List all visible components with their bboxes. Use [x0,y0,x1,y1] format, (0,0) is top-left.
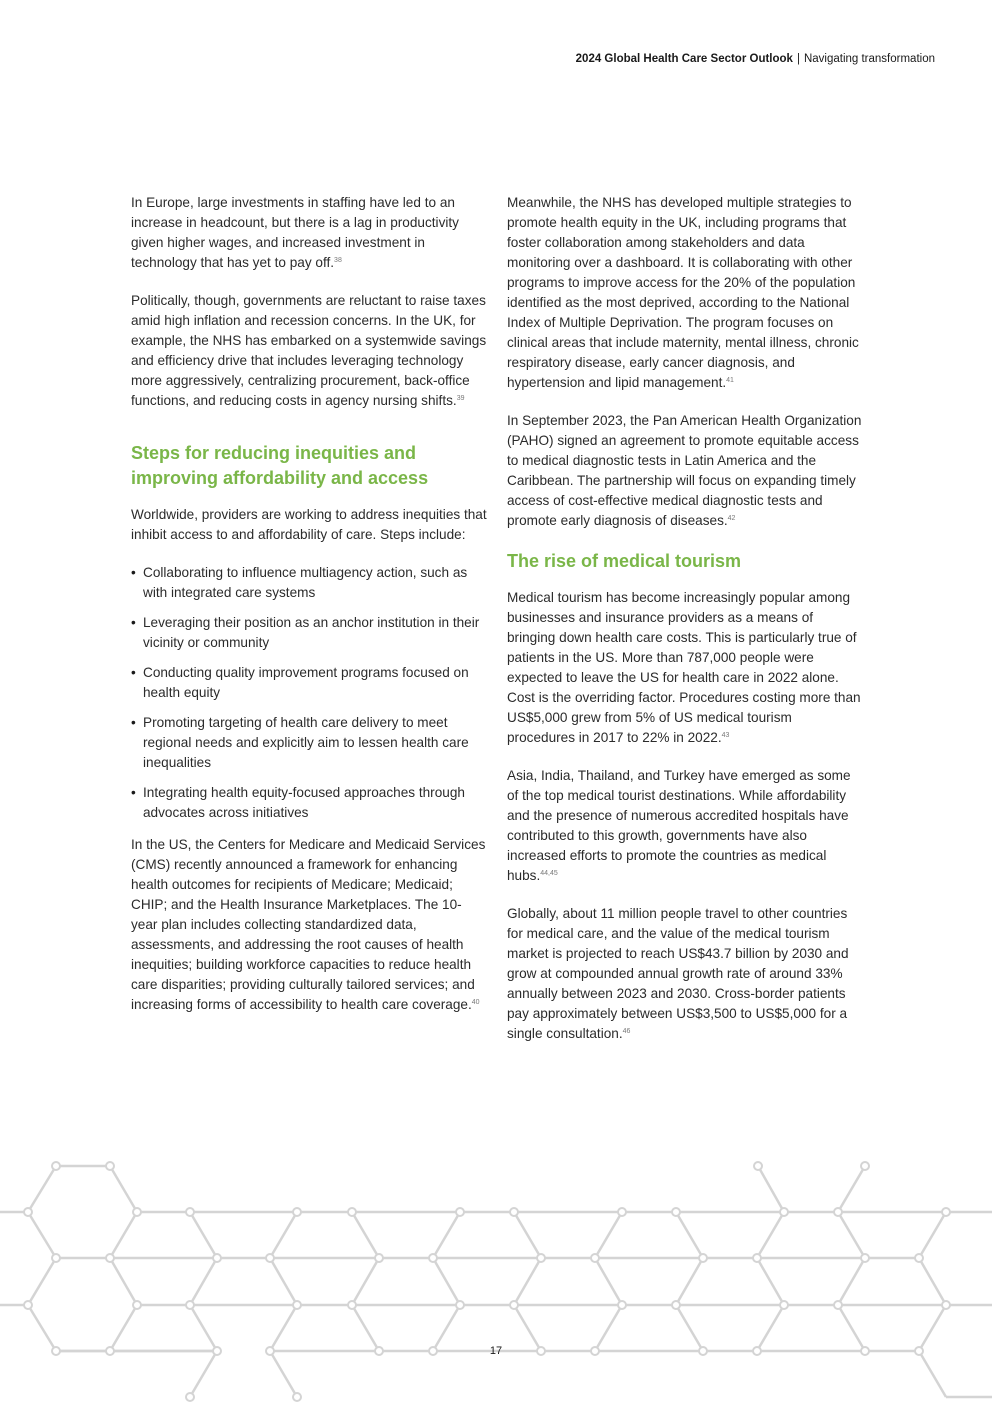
hex-node [861,1254,869,1262]
hex-node [834,1208,842,1216]
paragraph-text: Asia, India, Thailand, and Turkey have emerged as some of the top medical tourist destinations. While affordability and the presence of numerous accredited hospitals have contributed to this growth, governments have also increased efforts to promote the countries as medical hubs. [507,768,851,883]
paragraph [131,291,487,411]
paragraph-text: Globally, about 11 million people travel to other countries for medical care, and the value of the medical tourism market is projected to reach US$43.7 billion by 2030 and grow at compounded annual growth rate of around 33% annually between 2023 and 2030. Cross-border patients pay approximately between US$3,500 to US$5,000 for a single consultation. [507,906,849,1041]
hex-node [266,1254,274,1262]
hex-node [52,1254,60,1262]
hex-node [861,1162,869,1170]
hex-node [699,1254,707,1262]
paragraph [507,766,863,886]
footnote-ref: 40 [471,999,480,1006]
paragraph-text: Medical tourism has become increasingly popular among businesses and insurance providers as a means of bringing down health care costs. This is particularly true of patients in the US. More than 787,000 people were expected to leave the US for health care in 2022 alone. Cost is the overriding factor. Procedures costing more than US$5,000 grew from 5% of US medical tourism procedures in 2017 to 22% in 2022. [507,590,861,745]
hex-bond-line [110,1166,137,1212]
paragraph [507,588,863,748]
hex-node [186,1301,194,1309]
hex-node [942,1301,950,1309]
hex-node [24,1208,32,1216]
hex-bond-line [514,1258,541,1305]
hex-bond-line [595,1258,622,1305]
hex-node [133,1301,141,1309]
hex-node [106,1254,114,1262]
footnote-ref: 41 [726,377,734,384]
hex-node [348,1301,356,1309]
hex-bond-line [919,1351,946,1397]
hex-bond-line [190,1258,217,1305]
hex-node [834,1301,842,1309]
paragraph [507,193,863,393]
hex-node [618,1208,626,1216]
list-item: • Promoting targeting of health care delivery to meet regional needs and explicitly aim to lessen health care inequalities [131,713,487,773]
paragraph-text: In the US, the Centers for Medicare and Medicaid Services (CMS) recently announced a framework for enhancing health outcomes for recipients of Medicare; Medicaid; CHIP; and the Health Insurance Marketplaces. The 10-year plan includes collecting standardized data, assessments, and addressing the root causes of health inequities; building workforce capacities to reduce health care disparities; providing culturally tailored services; and increasing forms of accessibility to health care coverage. [131,837,486,1012]
hex-node [293,1208,301,1216]
paragraph [131,193,487,273]
hex-node [213,1254,221,1262]
hex-node [348,1208,356,1216]
hex-bond-line [676,1258,703,1305]
paragraph [131,835,487,1015]
footnote-ref: 38 [334,257,342,264]
list-item: • Conducting quality improvement programs focused on health equity [131,663,487,703]
hex-bond-line [758,1166,784,1212]
hex-bond-line [514,1212,541,1258]
hex-node [293,1393,301,1401]
hex-node [942,1208,950,1216]
paragraph: Worldwide, providers are working to address inequities that inhibit access to and affordability of care. Steps include: [131,507,487,542]
hex-bond-line [838,1258,865,1305]
hex-node [780,1301,788,1309]
hex-node [24,1301,32,1309]
hex-node [133,1208,141,1216]
hex-node [754,1162,762,1170]
hex-bond-line [110,1258,137,1305]
hex-node [456,1301,464,1309]
hex-bond-line [28,1258,56,1305]
hex-node [106,1162,114,1170]
hex-bond-line [270,1351,297,1397]
hex-node [375,1254,383,1262]
footnote-ref: 43 [721,732,730,739]
hex-bond-line [190,1351,217,1397]
list-item: • Leveraging their position as an anchor institution in their vicinity or community [131,613,487,653]
hex-node [537,1254,545,1262]
page-number: 17 [489,1345,503,1357]
hex-bond-line [270,1212,297,1258]
hex-node [672,1208,680,1216]
hex-bond-line [676,1212,703,1258]
section-heading-medical-tourism: The rise of medical tourism [507,551,742,571]
hex-bond-line [838,1212,865,1258]
hex-node [915,1254,923,1262]
paragraph [507,904,863,1044]
section-heading-inequities: Steps for reducing inequities and improving affordability and access [131,443,429,488]
hex-node [672,1301,680,1309]
hex-node [429,1254,437,1262]
paragraph-text: Politically, though, governments are reluctant to raise taxes amid high inflation and recession concerns. In the UK, for example, the NHS has embarked on a systemwide savings and efficiency drive that includes leveraging technology more aggressively, centralizing procurement, back-office functions, and reducing costs in agency nursing shifts. [131,293,487,408]
hex-bond-line [919,1258,946,1305]
hex-bond-line [757,1212,784,1258]
footnote-ref: 42 [727,515,736,522]
paragraph-text: Meanwhile, the NHS has developed multiple strategies to promote health equity in the UK, including programs that foster collaboration among stakeholders and data monitoring over a dashboard. It is collaborating with other programs to improve access for the 20% of the population identified as the most deprived, according to the National Index of Multiple Deprivation. The program focuses on clinical areas that include maternity, mental illness, chronic respiratory disease, early cancer diagnosis, and hypertension and lipid management. [507,195,859,390]
hex-bond-line [270,1258,297,1305]
steps-list [131,563,487,823]
running-header [576,53,935,65]
hex-bond-line [595,1212,622,1258]
hex-node [618,1301,626,1309]
hex-bond-line [838,1166,865,1212]
hex-bond-line [110,1212,137,1258]
hex-bond-line [28,1166,56,1212]
hex-bond-line [190,1212,217,1258]
hex-bond-line [352,1212,379,1258]
hex-node [510,1301,518,1309]
hex-node [293,1301,301,1309]
header-separator: | [796,53,800,65]
left-column [131,193,487,1033]
footnote-ref: 44,45 [540,870,558,877]
hex-node [186,1208,194,1216]
paragraph [507,411,863,531]
hex-bond-line [433,1258,460,1305]
hex-node [52,1162,60,1170]
hex-node [510,1208,518,1216]
hex-node [591,1254,599,1262]
right-column [507,193,863,1062]
hex-bond-line [352,1258,379,1305]
report-title: 2024 Global Health Care Sector Outlook [575,53,793,65]
paragraph-text: In September 2023, the Pan American Health Organization (PAHO) signed an agreement to promote equitable access to medical diagnostic tests in Latin America and the Caribbean. The partnership will focus on expanding timely access of cost-effective medical diagnostic tests and promote early diagnosis of diseases. [507,413,862,528]
hex-bond-line [757,1258,784,1305]
hex-node [780,1208,788,1216]
paragraph-text: In Europe, large investments in staffing have led to an increase in headcount, but there is a lag in productivity given higher wages, and increased investment in technology that has yet to pay off. [131,195,459,270]
hex-node [456,1208,464,1216]
hex-node [753,1254,761,1262]
hex-bond-line [433,1212,460,1258]
report-subtitle: Navigating transformation [803,53,935,65]
footnote-ref: 39 [456,395,465,402]
hex-bond-line [28,1212,56,1258]
footnote-ref: 46 [622,1028,631,1035]
list-item: • Collaborating to influence multiagency action, such as with integrated care systems [131,563,487,603]
list-item: • Integrating health equity-focused approaches through advocates across initiatives [131,783,487,823]
hexagon-molecule-pattern [0,1150,992,1403]
hex-bond-line [919,1212,946,1258]
hex-node [186,1393,194,1401]
